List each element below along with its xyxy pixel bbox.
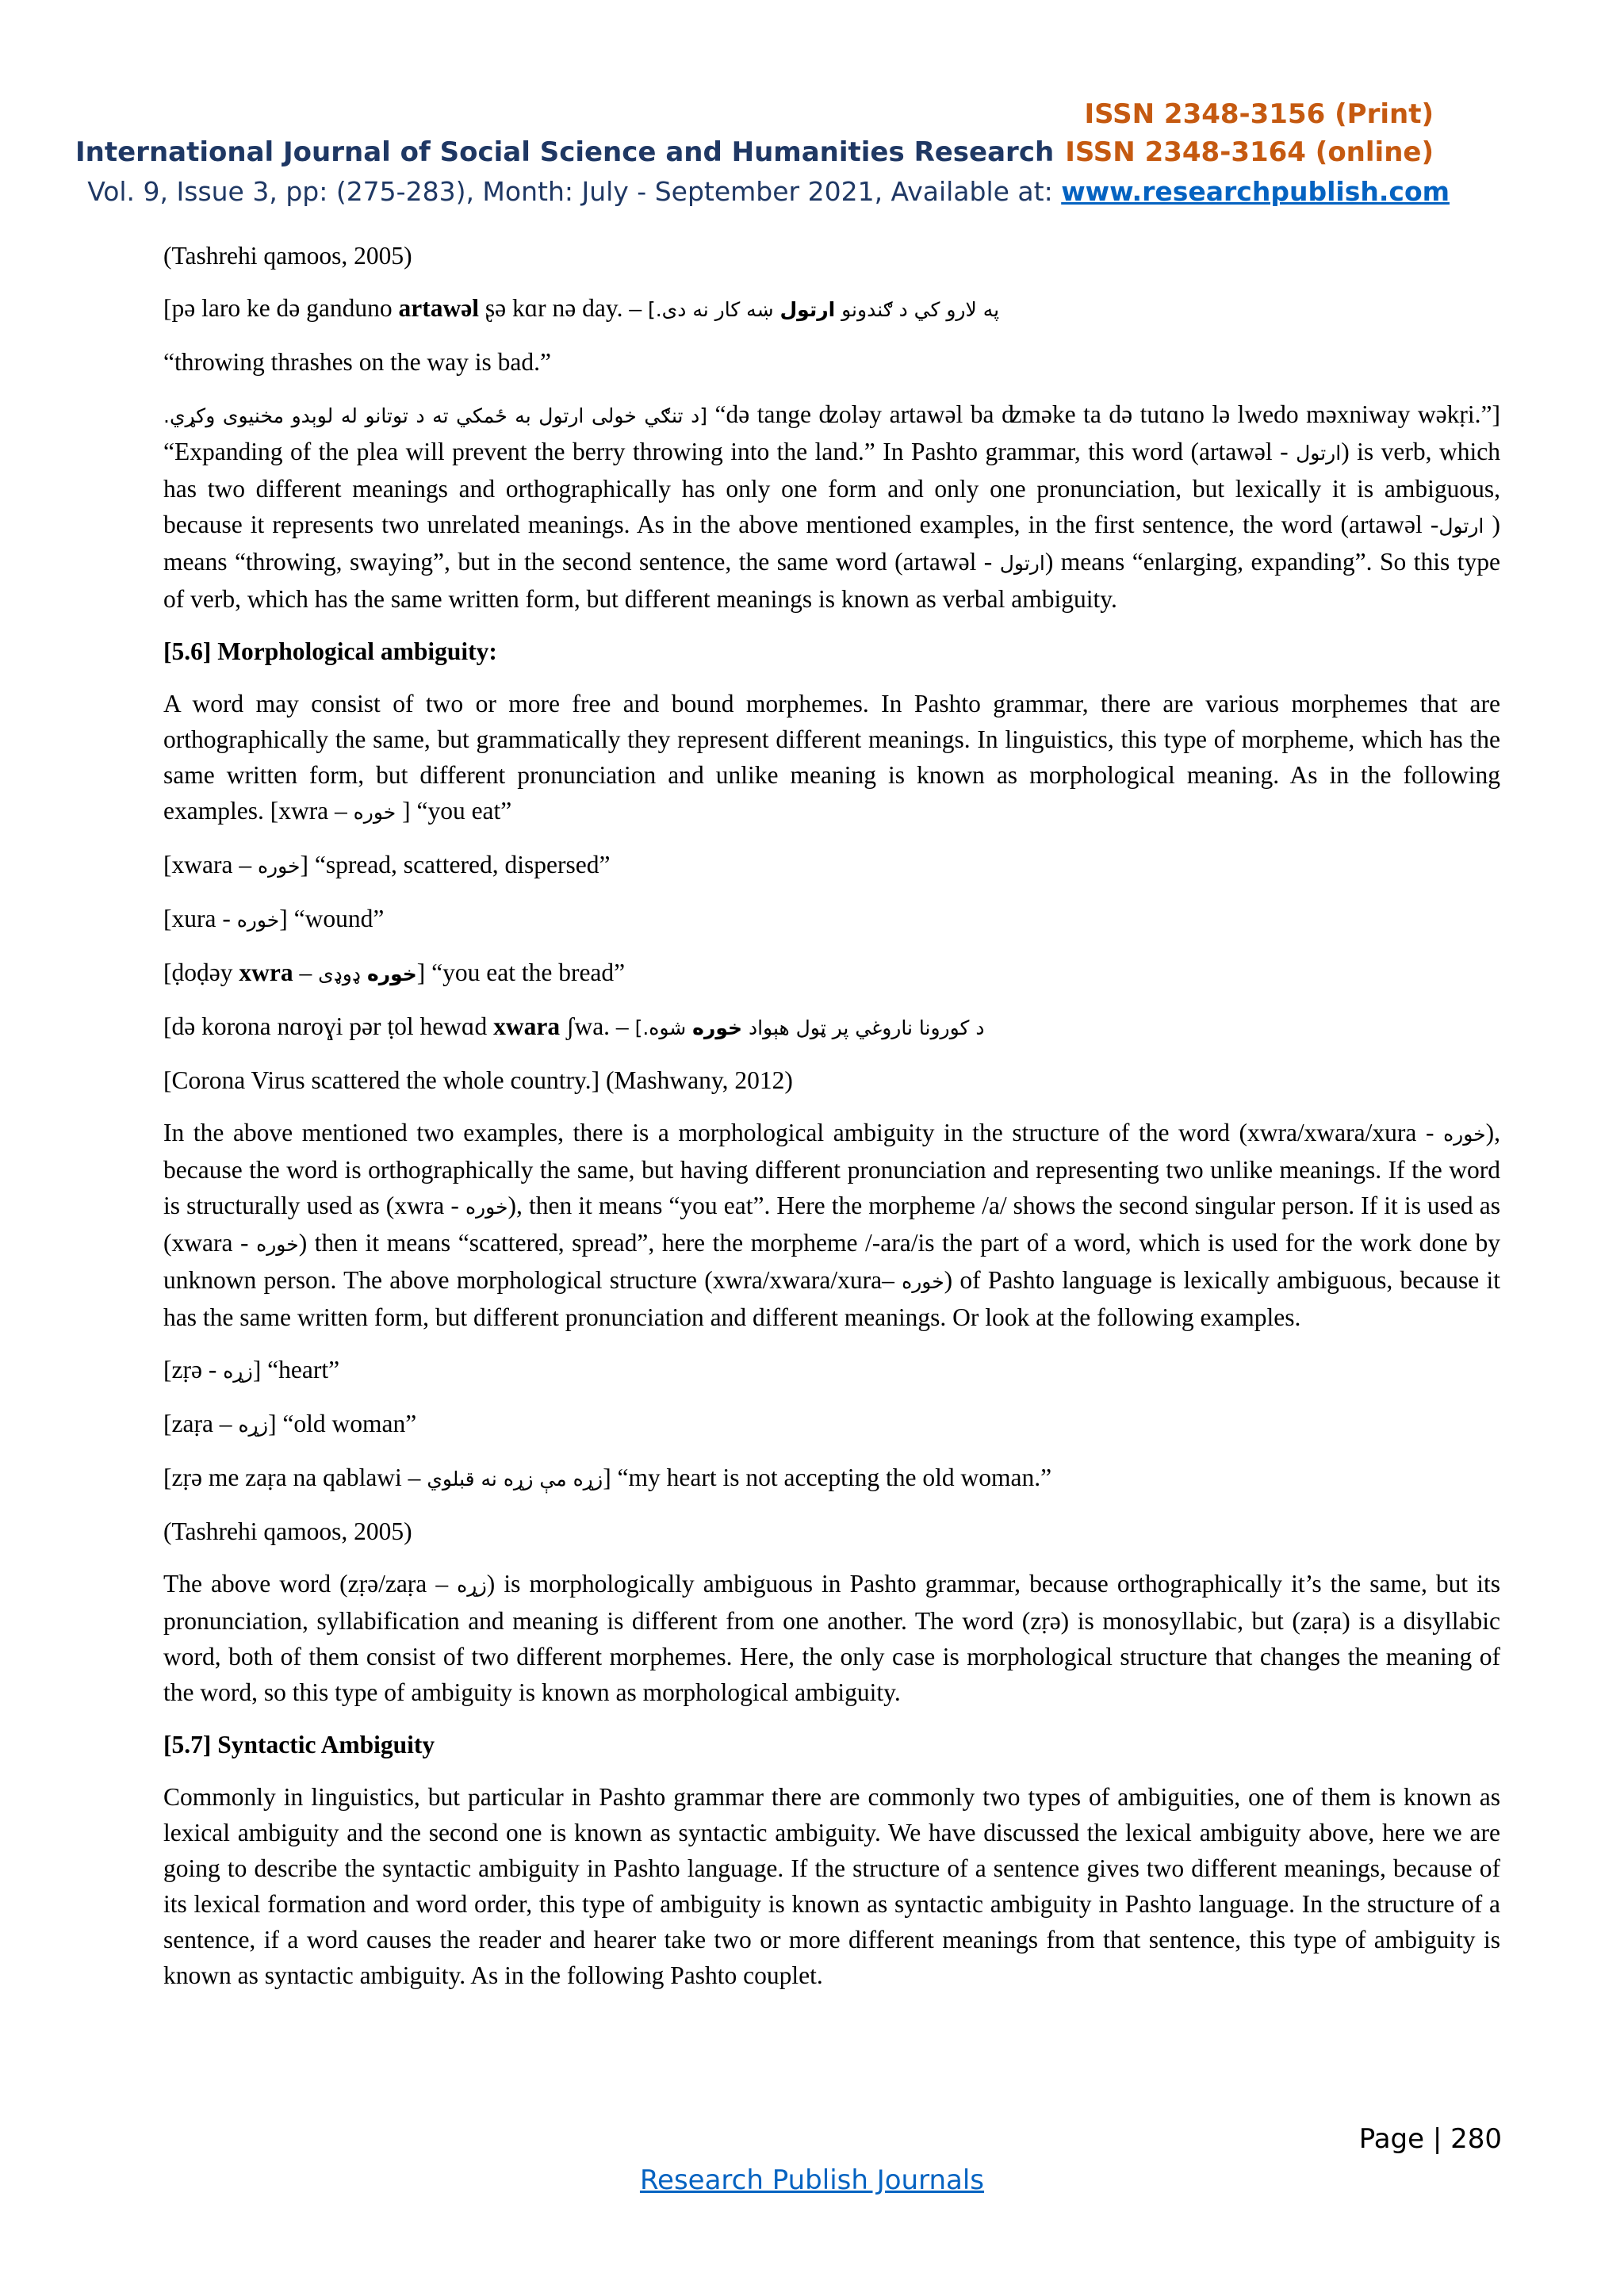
paragraph: A word may consist of two or more free and bound morphemes. In Pashto grammar, there are various morphemes that are orthographically the same, but grammatically they represent different meanings. In linguistics, this type of morpheme, which has the same written form, but different pronunciation and unlike meaning is known as morphological meaning. As in the following examples. [xwra – خوره ] “you eat” — [163, 690, 1500, 825]
example-line: [zṛə me zaṛa na qablawi – زړه مې زړه نه قبلوي] “my heart is not accepting the old woman.” — [163, 1464, 1052, 1491]
page-number: Page | 280 — [1358, 2123, 1502, 2155]
volume-line — [87, 176, 1450, 207]
example-line: [ḍoḍəy xwra – خوره ډوډی ] “you eat the bread” — [163, 959, 626, 986]
issn-print: ISSN 2348-3156 (Print) — [1084, 98, 1434, 130]
example-sentence: [pə laro ke də ganduno artawəl ʂə kɑr nə day. – په لارو کي د ګندونو ارتول ښه کار نه دی.] — [163, 294, 1000, 322]
translation: “throwing thrashes on the way is bad.” — [163, 348, 552, 376]
example-line: [xura - خوره] “wound” — [163, 905, 385, 932]
paragraph: [د تنګي خولی ارتول به ځمکي ته د توتانو له لوېدو مخنيوی وکړي. “də tange ʣoləy artawəl ba ʣməke ta də tutɑno lə lwedo məxniway wəkṛi.”] “Expanding of the plea will prevent the berry throwing into the land.” In Pashto grammar, this word (artawəl - ارتول) is verb, which has two different meanings and orthographically has only one form and only one pronunciation, but lexically it is ambiguous, because it represents two unrelated meanings. As in the above mentioned examples, in the first sentence, the word (artawəl -ارتول ) means “throwing, swaying”, but in the second sentence, the same word (artawəl - ارتول) means “enlarging, expanding”. So this type of verb, which has the same written form, but different meanings is known as verbal ambiguity. — [163, 400, 1500, 613]
journal-header — [75, 136, 1434, 168]
translation: [Corona Virus scattered the whole country.] (Mashwany, 2012) — [163, 1066, 793, 1094]
section-heading-5-7: [5.7] Syntactic Ambiguity — [163, 1731, 435, 1758]
issn-online: ISSN 2348-3164 (online) — [1065, 136, 1434, 168]
website-link[interactable]: www.researchpublish.com — [1061, 176, 1450, 207]
citation: (Tashrehi qamoos, 2005) — [163, 242, 412, 270]
volume-info: Vol. 9, Issue 3, pp: (275-283), Month: July - September 2021, Available at: — [87, 176, 1062, 207]
article-body — [163, 238, 1500, 2010]
example-line: [də korona nɑroɣi pər ṭol hewɑd xwara ʃwa. – د کورونا ناروغي پر ټول هېواد خوره شوه.] — [163, 1012, 985, 1040]
footer — [0, 2164, 1624, 2196]
section-heading-5-6: [5.6] Morphological ambiguity: — [163, 637, 497, 665]
journal-title: International Journal of Social Science and Humanities Research — [75, 136, 1055, 168]
paragraph: Commonly in linguistics, but particular in Pashto grammar there are commonly two types of ambiguities, one of them is known as lexical ambiguity and the second one is known as syntactic ambiguity. We have discussed the lexical ambiguity above, here we are going to describe the syntactic ambiguity in Pashto language. If the structure of a sentence gives two different meanings, because of its lexical formation and word order, this type of ambiguity is known as syntactic ambiguity in Pashto language. In the structure of a sentence, if a word causes the reader and hearer take two or more different meanings from that sentence, this type of ambiguity is known as syntactic ambiguity. As in the following Pashto couplet. — [163, 1783, 1500, 1989]
footer-publisher-link[interactable]: Research Publish Journals — [639, 2164, 985, 2196]
example-line: [xwara – خوره] “spread, scattered, dispersed” — [163, 851, 611, 878]
example-line: [zaṛa – زړه] “old woman” — [163, 1410, 417, 1437]
paragraph: In the above mentioned two examples, there is a morphological ambiguity in the structure of the word (xwra/xwara/xura - خوره), because the word is orthographically the same, but having different pronunciation and representing two unlike meanings. If the word is structurally used as (xwra - خوره), then it means “you eat”. Here the morpheme /a/ shows the second singular person. If it is used as (xwara - خوره) then it means “scattered, spread”, here the morpheme /-ara/is the part of a word, which is used for the work done by unknown person. The above morphological structure (xwra/xwara/xura– خوره) of Pashto language is lexically ambiguous, because it has the same written form, but different pronunciation and different meanings. Or look at the following examples. — [163, 1119, 1500, 1331]
paragraph: The above word (zṛə/zaṛa – زړه) is morphologically ambiguous in Pashto grammar, because orthographically it’s the same, but its pronunciation, syllabification and meaning is different from one another. The word (zṛə) is monosyllabic, but (zaṛa) is a disyllabic word, both of them consist of two different morphemes. Here, the only case is morphological structure that changes the meaning of the word, so this type of ambiguity is known as morphological ambiguity. — [163, 1570, 1500, 1706]
example-line: [zṛə - زړه] “heart” — [163, 1356, 340, 1383]
citation: (Tashrehi qamoos, 2005) — [163, 1517, 412, 1545]
